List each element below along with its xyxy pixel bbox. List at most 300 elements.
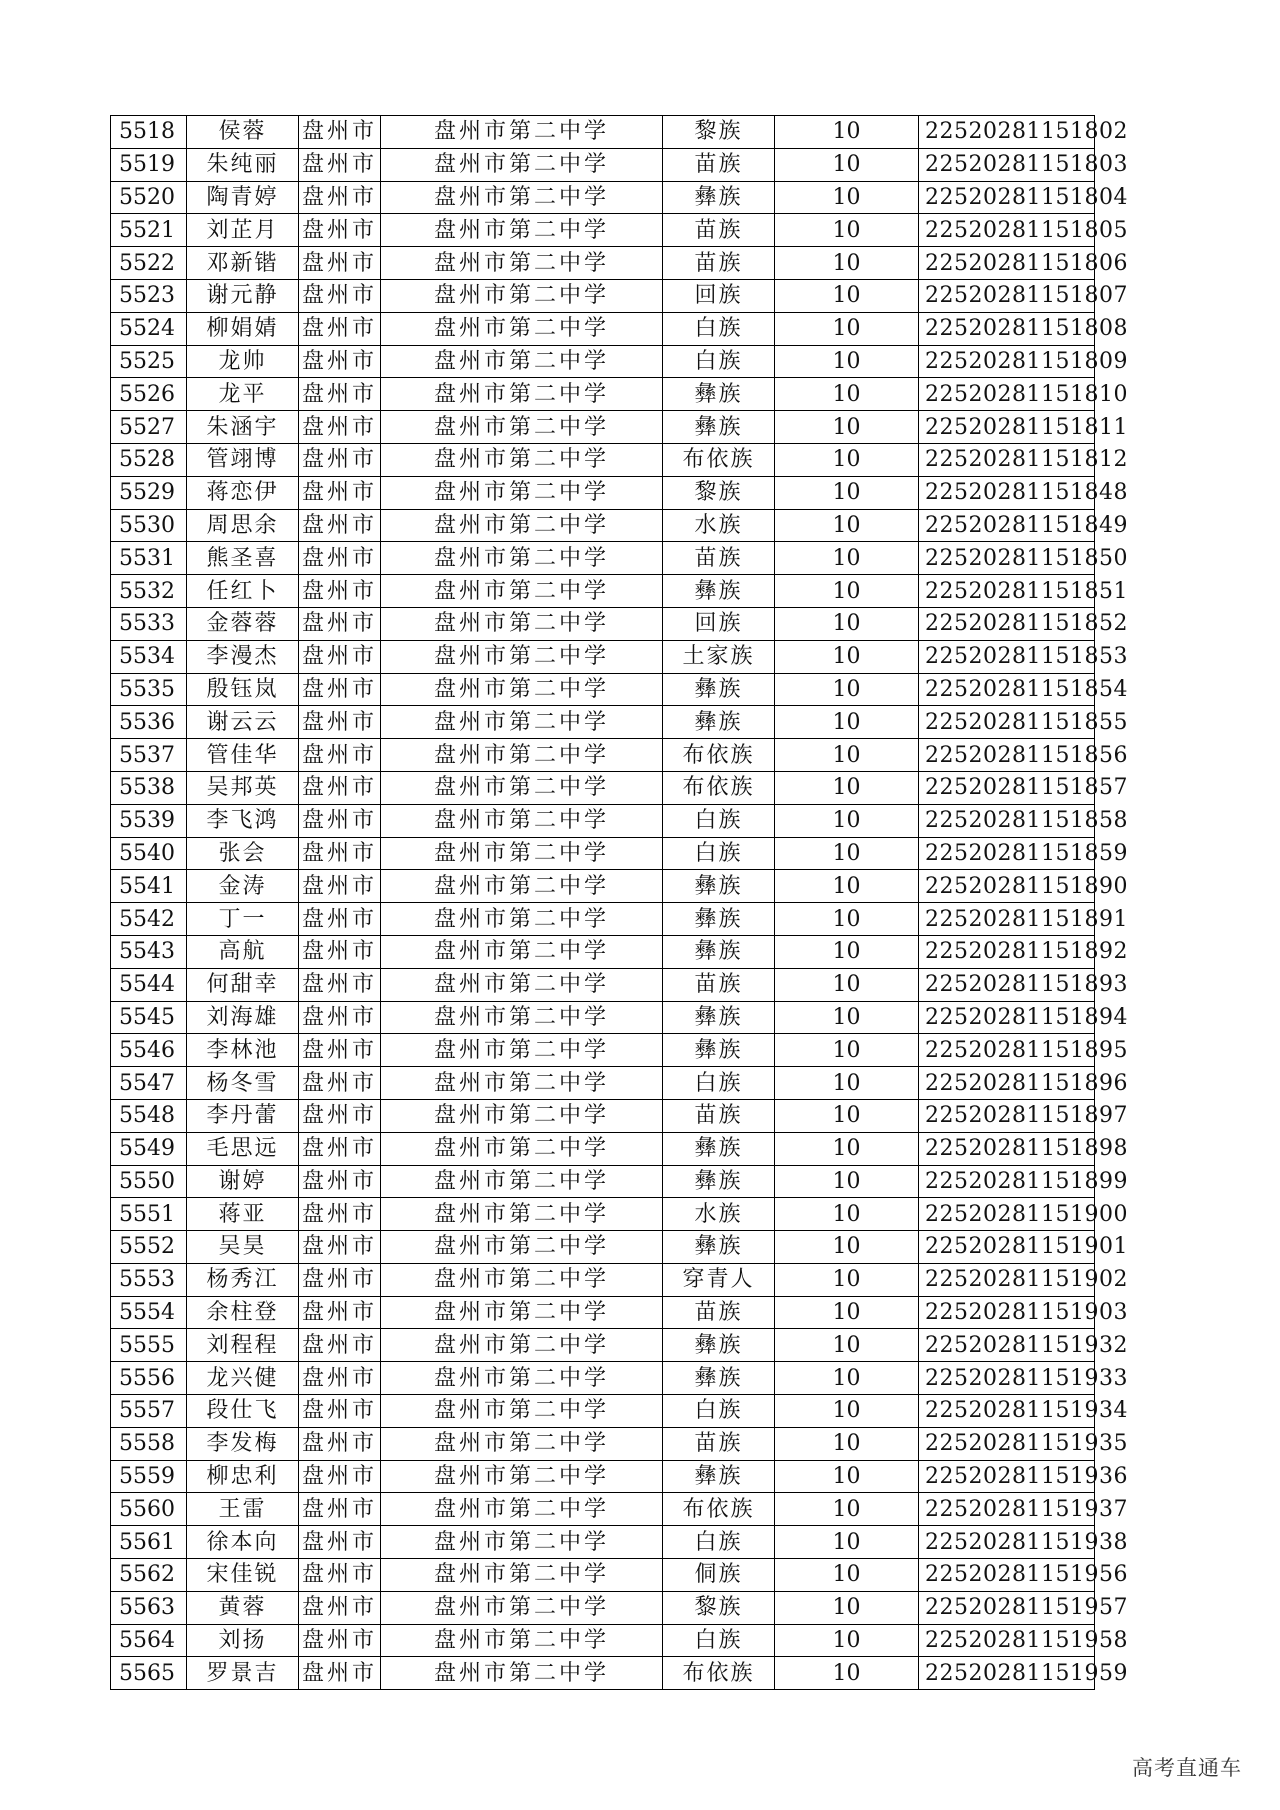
score-cell: 10	[775, 804, 919, 837]
exam-id-cell: 22520281151855	[919, 706, 1095, 739]
score-cell: 10	[775, 509, 919, 542]
ethnicity-cell: 白族	[663, 345, 775, 378]
city-cell: 盘州市	[299, 1559, 381, 1592]
serial-number-cell: 5541	[111, 870, 187, 903]
serial-number-cell: 5522	[111, 247, 187, 280]
serial-number-cell: 5526	[111, 378, 187, 411]
ethnicity-cell: 苗族	[663, 148, 775, 181]
serial-number-cell: 5529	[111, 476, 187, 509]
student-name-cell: 朱涵宇	[187, 411, 299, 444]
ethnicity-cell: 苗族	[663, 542, 775, 575]
exam-id-cell: 22520281151802	[919, 116, 1095, 149]
school-cell: 盘州市第二中学	[381, 640, 663, 673]
table-row	[111, 1034, 1095, 1067]
table-row	[111, 673, 1095, 706]
city-cell: 盘州市	[299, 673, 381, 706]
serial-number-cell: 5520	[111, 181, 187, 214]
city-cell: 盘州市	[299, 1362, 381, 1395]
table-row	[111, 1395, 1095, 1428]
school-cell: 盘州市第二中学	[381, 870, 663, 903]
table-row	[111, 804, 1095, 837]
student-name-cell: 王雷	[187, 1493, 299, 1526]
score-cell: 10	[775, 1460, 919, 1493]
school-cell: 盘州市第二中学	[381, 837, 663, 870]
city-cell: 盘州市	[299, 443, 381, 476]
score-cell: 10	[775, 476, 919, 509]
city-cell: 盘州市	[299, 1526, 381, 1559]
school-cell: 盘州市第二中学	[381, 1099, 663, 1132]
student-name-cell: 吴昊	[187, 1231, 299, 1264]
school-cell: 盘州市第二中学	[381, 1329, 663, 1362]
serial-number-cell: 5531	[111, 542, 187, 575]
ethnicity-cell: 苗族	[663, 247, 775, 280]
score-cell: 10	[775, 378, 919, 411]
school-cell: 盘州市第二中学	[381, 935, 663, 968]
score-cell: 10	[775, 443, 919, 476]
school-cell: 盘州市第二中学	[381, 509, 663, 542]
serial-number-cell: 5532	[111, 575, 187, 608]
student-name-cell: 余柱登	[187, 1296, 299, 1329]
student-name-cell: 邓新锴	[187, 247, 299, 280]
school-cell: 盘州市第二中学	[381, 1427, 663, 1460]
school-cell: 盘州市第二中学	[381, 771, 663, 804]
city-cell: 盘州市	[299, 345, 381, 378]
student-name-cell: 吴邦英	[187, 771, 299, 804]
score-cell: 10	[775, 1591, 919, 1624]
serial-number-cell: 5546	[111, 1034, 187, 1067]
ethnicity-cell: 布依族	[663, 739, 775, 772]
serial-number-cell: 5528	[111, 443, 187, 476]
score-cell: 10	[775, 1001, 919, 1034]
city-cell: 盘州市	[299, 870, 381, 903]
table-row	[111, 378, 1095, 411]
student-name-cell: 刘芷月	[187, 214, 299, 247]
student-name-cell: 刘扬	[187, 1624, 299, 1657]
table-row	[111, 739, 1095, 772]
exam-id-cell: 22520281151934	[919, 1395, 1095, 1428]
exam-id-cell: 22520281151895	[919, 1034, 1095, 1067]
student-name-cell: 朱纯丽	[187, 148, 299, 181]
city-cell: 盘州市	[299, 509, 381, 542]
table-row	[111, 312, 1095, 345]
student-name-cell: 李发梅	[187, 1427, 299, 1460]
school-cell: 盘州市第二中学	[381, 1624, 663, 1657]
city-cell: 盘州市	[299, 771, 381, 804]
ethnicity-cell: 白族	[663, 837, 775, 870]
ethnicity-cell: 白族	[663, 1526, 775, 1559]
serial-number-cell: 5561	[111, 1526, 187, 1559]
exam-id-cell: 22520281151956	[919, 1559, 1095, 1592]
city-cell: 盘州市	[299, 1067, 381, 1100]
school-cell: 盘州市第二中学	[381, 1067, 663, 1100]
school-cell: 盘州市第二中学	[381, 345, 663, 378]
table-row	[111, 116, 1095, 149]
student-name-cell: 丁一	[187, 903, 299, 936]
table-row	[111, 1165, 1095, 1198]
table-row	[111, 706, 1095, 739]
exam-id-cell: 22520281151859	[919, 837, 1095, 870]
serial-number-cell: 5556	[111, 1362, 187, 1395]
city-cell: 盘州市	[299, 411, 381, 444]
serial-number-cell: 5527	[111, 411, 187, 444]
table-row	[111, 1493, 1095, 1526]
exam-id-cell: 22520281151957	[919, 1591, 1095, 1624]
ethnicity-cell: 彝族	[663, 1034, 775, 1067]
city-cell: 盘州市	[299, 1099, 381, 1132]
exam-id-cell: 22520281151935	[919, 1427, 1095, 1460]
school-cell: 盘州市第二中学	[381, 279, 663, 312]
student-name-cell: 蒋亚	[187, 1198, 299, 1231]
score-cell: 10	[775, 247, 919, 280]
school-cell: 盘州市第二中学	[381, 116, 663, 149]
table-row	[111, 476, 1095, 509]
city-cell: 盘州市	[299, 903, 381, 936]
school-cell: 盘州市第二中学	[381, 1657, 663, 1690]
score-cell: 10	[775, 1493, 919, 1526]
exam-id-cell: 22520281151858	[919, 804, 1095, 837]
exam-id-cell: 22520281151958	[919, 1624, 1095, 1657]
school-cell: 盘州市第二中学	[381, 1263, 663, 1296]
city-cell: 盘州市	[299, 739, 381, 772]
school-cell: 盘州市第二中学	[381, 673, 663, 706]
score-cell: 10	[775, 1198, 919, 1231]
school-cell: 盘州市第二中学	[381, 607, 663, 640]
ethnicity-cell: 布依族	[663, 1657, 775, 1690]
ethnicity-cell: 苗族	[663, 214, 775, 247]
table-row	[111, 1329, 1095, 1362]
score-cell: 10	[775, 837, 919, 870]
student-name-cell: 龙平	[187, 378, 299, 411]
table-row	[111, 1296, 1095, 1329]
score-cell: 10	[775, 935, 919, 968]
student-name-cell: 毛思远	[187, 1132, 299, 1165]
ethnicity-cell: 白族	[663, 1067, 775, 1100]
serial-number-cell: 5524	[111, 312, 187, 345]
city-cell: 盘州市	[299, 1460, 381, 1493]
score-cell: 10	[775, 771, 919, 804]
serial-number-cell: 5519	[111, 148, 187, 181]
serial-number-cell: 5553	[111, 1263, 187, 1296]
ethnicity-cell: 彝族	[663, 378, 775, 411]
ethnicity-cell: 白族	[663, 1624, 775, 1657]
score-cell: 10	[775, 1099, 919, 1132]
city-cell: 盘州市	[299, 1657, 381, 1690]
table-row	[111, 1198, 1095, 1231]
ethnicity-cell: 穿青人	[663, 1263, 775, 1296]
serial-number-cell: 5534	[111, 640, 187, 673]
score-cell: 10	[775, 1067, 919, 1100]
score-cell: 10	[775, 575, 919, 608]
ethnicity-cell: 彝族	[663, 706, 775, 739]
city-cell: 盘州市	[299, 542, 381, 575]
exam-id-cell: 22520281151856	[919, 739, 1095, 772]
exam-id-cell: 22520281151899	[919, 1165, 1095, 1198]
table-row	[111, 607, 1095, 640]
exam-id-cell: 22520281151936	[919, 1460, 1095, 1493]
school-cell: 盘州市第二中学	[381, 443, 663, 476]
student-name-cell: 谢云云	[187, 706, 299, 739]
exam-id-cell: 22520281151851	[919, 575, 1095, 608]
student-name-cell: 殷钰岚	[187, 673, 299, 706]
student-name-cell: 徐本向	[187, 1526, 299, 1559]
school-cell: 盘州市第二中学	[381, 1526, 663, 1559]
school-cell: 盘州市第二中学	[381, 1591, 663, 1624]
roster-body	[111, 116, 1128, 1690]
ethnicity-cell: 彝族	[663, 1231, 775, 1264]
exam-id-cell: 22520281151898	[919, 1132, 1095, 1165]
table-row	[111, 1132, 1095, 1165]
student-name-cell: 刘程程	[187, 1329, 299, 1362]
student-name-cell: 龙兴健	[187, 1362, 299, 1395]
table-row	[111, 509, 1095, 542]
table-row	[111, 1559, 1095, 1592]
table-row	[111, 935, 1095, 968]
exam-id-cell: 22520281151811	[919, 411, 1095, 444]
city-cell: 盘州市	[299, 1427, 381, 1460]
exam-id-cell: 22520281151900	[919, 1198, 1095, 1231]
ethnicity-cell: 回族	[663, 279, 775, 312]
school-cell: 盘州市第二中学	[381, 1231, 663, 1264]
school-cell: 盘州市第二中学	[381, 542, 663, 575]
ethnicity-cell: 彝族	[663, 181, 775, 214]
city-cell: 盘州市	[299, 640, 381, 673]
ethnicity-cell: 黎族	[663, 476, 775, 509]
ethnicity-cell: 侗族	[663, 1559, 775, 1592]
serial-number-cell: 5530	[111, 509, 187, 542]
school-cell: 盘州市第二中学	[381, 575, 663, 608]
school-cell: 盘州市第二中学	[381, 706, 663, 739]
exam-id-cell: 22520281151890	[919, 870, 1095, 903]
serial-number-cell: 5565	[111, 1657, 187, 1690]
serial-number-cell: 5558	[111, 1427, 187, 1460]
student-name-cell: 金涛	[187, 870, 299, 903]
school-cell: 盘州市第二中学	[381, 1001, 663, 1034]
school-cell: 盘州市第二中学	[381, 1165, 663, 1198]
serial-number-cell: 5547	[111, 1067, 187, 1100]
serial-number-cell: 5538	[111, 771, 187, 804]
ethnicity-cell: 彝族	[663, 1362, 775, 1395]
table-row	[111, 1624, 1095, 1657]
student-name-cell: 罗景吉	[187, 1657, 299, 1690]
table-row	[111, 542, 1095, 575]
score-cell: 10	[775, 542, 919, 575]
table-row	[111, 1263, 1095, 1296]
school-cell: 盘州市第二中学	[381, 804, 663, 837]
ethnicity-cell: 土家族	[663, 640, 775, 673]
serial-number-cell: 5544	[111, 968, 187, 1001]
exam-id-cell: 22520281151849	[919, 509, 1095, 542]
student-name-cell: 陶青婷	[187, 181, 299, 214]
student-name-cell: 李林池	[187, 1034, 299, 1067]
school-cell: 盘州市第二中学	[381, 148, 663, 181]
score-cell: 10	[775, 1559, 919, 1592]
score-cell: 10	[775, 1329, 919, 1362]
school-cell: 盘州市第二中学	[381, 1034, 663, 1067]
serial-number-cell: 5545	[111, 1001, 187, 1034]
serial-number-cell: 5540	[111, 837, 187, 870]
student-name-cell: 金蓉蓉	[187, 607, 299, 640]
serial-number-cell: 5537	[111, 739, 187, 772]
exam-id-cell: 22520281151852	[919, 607, 1095, 640]
city-cell: 盘州市	[299, 575, 381, 608]
score-cell: 10	[775, 1165, 919, 1198]
city-cell: 盘州市	[299, 279, 381, 312]
serial-number-cell: 5555	[111, 1329, 187, 1362]
student-name-cell: 黄蓉	[187, 1591, 299, 1624]
student-name-cell: 杨冬雪	[187, 1067, 299, 1100]
city-cell: 盘州市	[299, 116, 381, 149]
serial-number-cell: 5560	[111, 1493, 187, 1526]
exam-id-cell: 22520281151893	[919, 968, 1095, 1001]
student-name-cell: 周思余	[187, 509, 299, 542]
table-row	[111, 870, 1095, 903]
city-cell: 盘州市	[299, 1001, 381, 1034]
table-row	[111, 771, 1095, 804]
table-row	[111, 1657, 1095, 1690]
city-cell: 盘州市	[299, 214, 381, 247]
score-cell: 10	[775, 116, 919, 149]
school-cell: 盘州市第二中学	[381, 1296, 663, 1329]
score-cell: 10	[775, 1231, 919, 1264]
exam-id-cell: 22520281151805	[919, 214, 1095, 247]
score-cell: 10	[775, 1526, 919, 1559]
ethnicity-cell: 彝族	[663, 1165, 775, 1198]
school-cell: 盘州市第二中学	[381, 739, 663, 772]
ethnicity-cell: 彝族	[663, 1329, 775, 1362]
student-name-cell: 李飞鸿	[187, 804, 299, 837]
ethnicity-cell: 水族	[663, 509, 775, 542]
ethnicity-cell: 布依族	[663, 1493, 775, 1526]
score-cell: 10	[775, 411, 919, 444]
student-name-cell: 任红卜	[187, 575, 299, 608]
exam-id-cell: 22520281151896	[919, 1067, 1095, 1100]
serial-number-cell: 5523	[111, 279, 187, 312]
serial-number-cell: 5533	[111, 607, 187, 640]
exam-id-cell: 22520281151807	[919, 279, 1095, 312]
city-cell: 盘州市	[299, 1624, 381, 1657]
score-cell: 10	[775, 214, 919, 247]
table-row	[111, 1427, 1095, 1460]
city-cell: 盘州市	[299, 1165, 381, 1198]
table-row	[111, 1460, 1095, 1493]
ethnicity-cell: 苗族	[663, 968, 775, 1001]
table-row	[111, 575, 1095, 608]
school-cell: 盘州市第二中学	[381, 1559, 663, 1592]
score-cell: 10	[775, 903, 919, 936]
table-row	[111, 968, 1095, 1001]
score-cell: 10	[775, 640, 919, 673]
score-cell: 10	[775, 148, 919, 181]
student-name-cell: 何甜幸	[187, 968, 299, 1001]
table-row	[111, 640, 1095, 673]
student-name-cell: 侯蓉	[187, 116, 299, 149]
exam-id-cell: 22520281151892	[919, 935, 1095, 968]
exam-id-cell: 22520281151902	[919, 1263, 1095, 1296]
ethnicity-cell: 彝族	[663, 1460, 775, 1493]
table-row	[111, 148, 1095, 181]
school-cell: 盘州市第二中学	[381, 476, 663, 509]
ethnicity-cell: 白族	[663, 1395, 775, 1428]
exam-id-cell: 22520281151848	[919, 476, 1095, 509]
school-cell: 盘州市第二中学	[381, 1493, 663, 1526]
exam-id-cell: 22520281151897	[919, 1099, 1095, 1132]
city-cell: 盘州市	[299, 1493, 381, 1526]
score-cell: 10	[775, 1132, 919, 1165]
serial-number-cell: 5552	[111, 1231, 187, 1264]
ethnicity-cell: 苗族	[663, 1427, 775, 1460]
exam-id-cell: 22520281151938	[919, 1526, 1095, 1559]
city-cell: 盘州市	[299, 1395, 381, 1428]
city-cell: 盘州市	[299, 837, 381, 870]
ethnicity-cell: 布依族	[663, 443, 775, 476]
table-row	[111, 1067, 1095, 1100]
serial-number-cell: 5551	[111, 1198, 187, 1231]
student-name-cell: 蒋恋伊	[187, 476, 299, 509]
serial-number-cell: 5557	[111, 1395, 187, 1428]
exam-id-cell: 22520281151933	[919, 1362, 1095, 1395]
score-cell: 10	[775, 279, 919, 312]
ethnicity-cell: 水族	[663, 1198, 775, 1231]
table-row	[111, 1099, 1095, 1132]
school-cell: 盘州市第二中学	[381, 903, 663, 936]
city-cell: 盘州市	[299, 1034, 381, 1067]
table-row	[111, 279, 1095, 312]
student-name-cell: 管佳华	[187, 739, 299, 772]
exam-id-cell: 22520281151812	[919, 443, 1095, 476]
score-cell: 10	[775, 673, 919, 706]
serial-number-cell: 5548	[111, 1099, 187, 1132]
exam-id-cell: 22520281151959	[919, 1657, 1095, 1690]
city-cell: 盘州市	[299, 804, 381, 837]
ethnicity-cell: 彝族	[663, 903, 775, 936]
table-row	[111, 1001, 1095, 1034]
ethnicity-cell: 白族	[663, 804, 775, 837]
serial-number-cell: 5550	[111, 1165, 187, 1198]
serial-number-cell: 5536	[111, 706, 187, 739]
exam-id-cell: 22520281151806	[919, 247, 1095, 280]
table-row	[111, 1526, 1095, 1559]
school-cell: 盘州市第二中学	[381, 214, 663, 247]
ethnicity-cell: 彝族	[663, 1132, 775, 1165]
city-cell: 盘州市	[299, 968, 381, 1001]
ethnicity-cell: 回族	[663, 607, 775, 640]
city-cell: 盘州市	[299, 1296, 381, 1329]
watermark-text: 高考直通车	[1132, 1756, 1242, 1780]
city-cell: 盘州市	[299, 247, 381, 280]
score-cell: 10	[775, 1657, 919, 1690]
table-row	[111, 247, 1095, 280]
table-row	[111, 214, 1095, 247]
ethnicity-cell: 彝族	[663, 673, 775, 706]
table-row	[111, 345, 1095, 378]
exam-id-cell: 22520281151808	[919, 312, 1095, 345]
serial-number-cell: 5521	[111, 214, 187, 247]
serial-number-cell: 5562	[111, 1559, 187, 1592]
ethnicity-cell: 彝族	[663, 1001, 775, 1034]
city-cell: 盘州市	[299, 1231, 381, 1264]
serial-number-cell: 5564	[111, 1624, 187, 1657]
score-cell: 10	[775, 739, 919, 772]
school-cell: 盘州市第二中学	[381, 968, 663, 1001]
score-cell: 10	[775, 607, 919, 640]
city-cell: 盘州市	[299, 1132, 381, 1165]
ethnicity-cell: 彝族	[663, 870, 775, 903]
exam-id-cell: 22520281151810	[919, 378, 1095, 411]
serial-number-cell: 5539	[111, 804, 187, 837]
school-cell: 盘州市第二中学	[381, 1198, 663, 1231]
score-cell: 10	[775, 1263, 919, 1296]
student-name-cell: 管翊博	[187, 443, 299, 476]
